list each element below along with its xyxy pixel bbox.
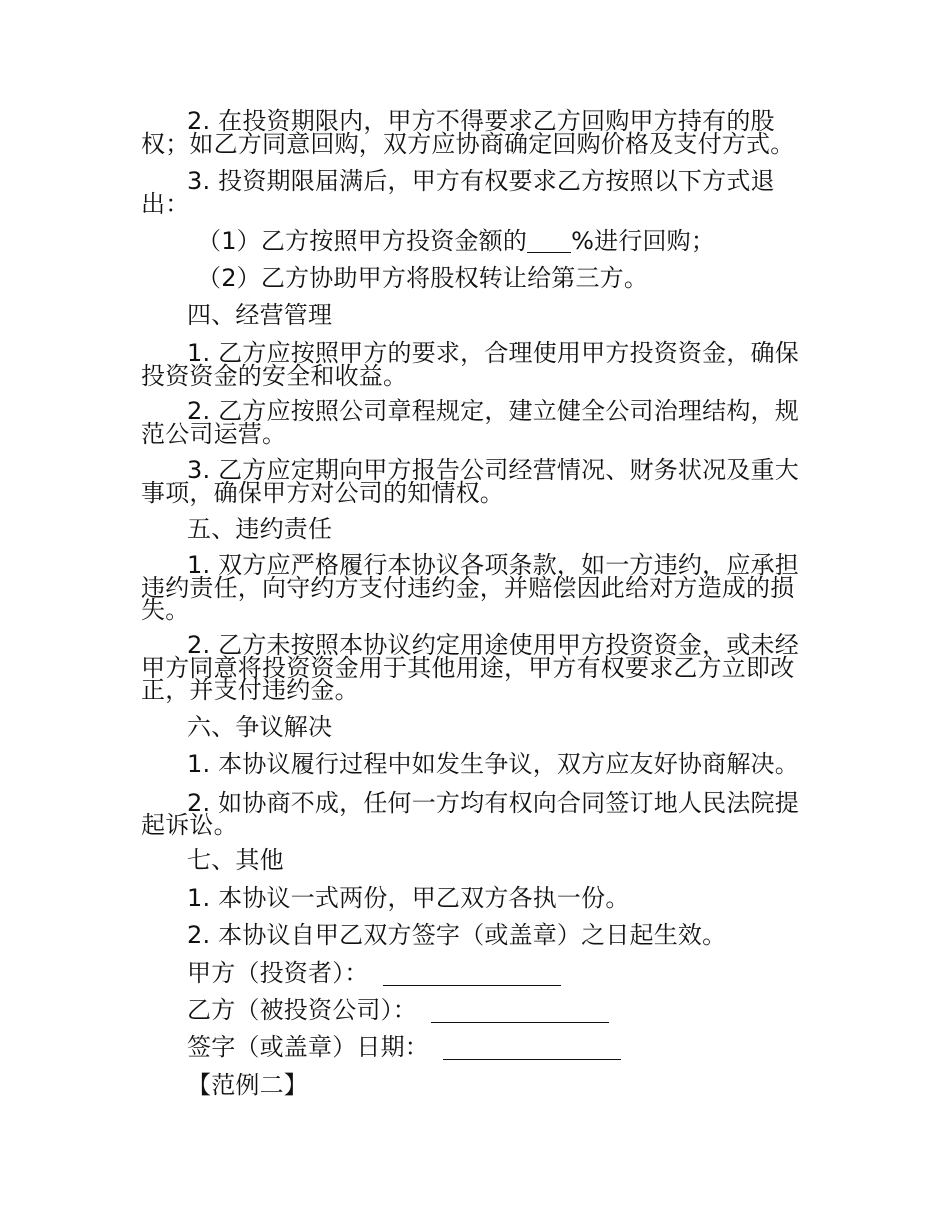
clause-5-2-line-1: 2. 乙方未按照本协议约定用途使用甲方投资资金，或未经 (187, 631, 799, 659)
option-2: （2）乙方协助甲方将股权转让给第三方。 (197, 264, 649, 292)
sign-date-label: 签字（或盖章）日期： (187, 1033, 429, 1061)
clause-4-3-line-1: 3. 乙方应定期向甲方报告公司经营情况、财务状况及重大 (187, 456, 799, 484)
signature-party-a (187, 960, 561, 986)
clause-3-2-line-1: 2. 在投资期限内，甲方不得要求乙方回购甲方持有的股 (187, 107, 775, 135)
percent-blank (527, 230, 571, 253)
clause-5-1-line-3: 失。 (141, 596, 190, 624)
clause-5-2-line-2: 甲方同意将投资资金用于其他用途，甲方有权要求乙方立即改 (141, 654, 795, 682)
example-2-heading: 【范例二】 (187, 1071, 308, 1099)
party-a-label: 甲方（投资者）： (187, 959, 369, 987)
clause-4-1-line-2: 投资资金的安全和收益。 (141, 362, 408, 390)
clause-3-3-line-2: 出： (141, 190, 190, 218)
clause-4-2-line-1: 2. 乙方应按照公司章程规定，建立健全公司治理结构，规 (187, 397, 799, 425)
clause-6-2-line-2: 起诉讼。 (141, 811, 238, 839)
clause-4-1-line-1: 1. 乙方应按照甲方的要求，合理使用甲方投资资金，确保 (187, 339, 799, 367)
sign-date-blank (443, 1037, 621, 1060)
section-heading-7: 七、其他 (187, 846, 284, 874)
clause-4-2-line-2: 范公司运营。 (141, 420, 287, 448)
clause-6-1: 1. 本协议履行过程中如发生争议，双方应友好协商解决。 (187, 750, 799, 778)
section-heading-4: 四、经营管理 (187, 301, 333, 329)
clause-6-2-line-1: 2. 如协商不成，任何一方均有权向合同签订地人民法院提 (187, 789, 799, 817)
clause-3-2-line-2: 权；如乙方同意回购，双方应协商确定回购价格及支付方式。 (141, 130, 795, 158)
section-heading-6: 六、争议解决 (187, 713, 333, 741)
option-1-suffix: %进行回购； (571, 227, 716, 255)
clause-5-2-line-3: 正，并支付违约金。 (141, 676, 359, 704)
party-b-label: 乙方（被投资公司）： (187, 996, 417, 1024)
clause-7-2: 2. 本协议自甲乙双方签字（或盖章）之日起生效。 (187, 921, 727, 949)
clause-5-1-line-1: 1. 双方应严格履行本协议各项条款，如一方违约，应承担 (187, 551, 799, 579)
section-heading-5: 五、违约责任 (187, 515, 333, 543)
signature-party-b (187, 997, 609, 1023)
clause-4-3-line-2: 事项，确保甲方对公司的知情权。 (141, 479, 504, 507)
option-1-text: （1）乙方按照甲方投资金额的 (197, 227, 528, 255)
signature-date (187, 1034, 621, 1060)
clause-3-3-line-1: 3. 投资期限届满后，甲方有权要求乙方按照以下方式退 (187, 167, 775, 195)
party-b-signature-blank (431, 1000, 609, 1023)
option-1 (197, 228, 715, 254)
clause-5-1-line-2: 违约责任，向守约方支付违约金，并赔偿因此给对方造成的损 (141, 574, 795, 602)
party-a-signature-blank (383, 963, 561, 986)
clause-7-1: 1. 本协议一式两份，甲乙双方各执一份。 (187, 884, 630, 912)
